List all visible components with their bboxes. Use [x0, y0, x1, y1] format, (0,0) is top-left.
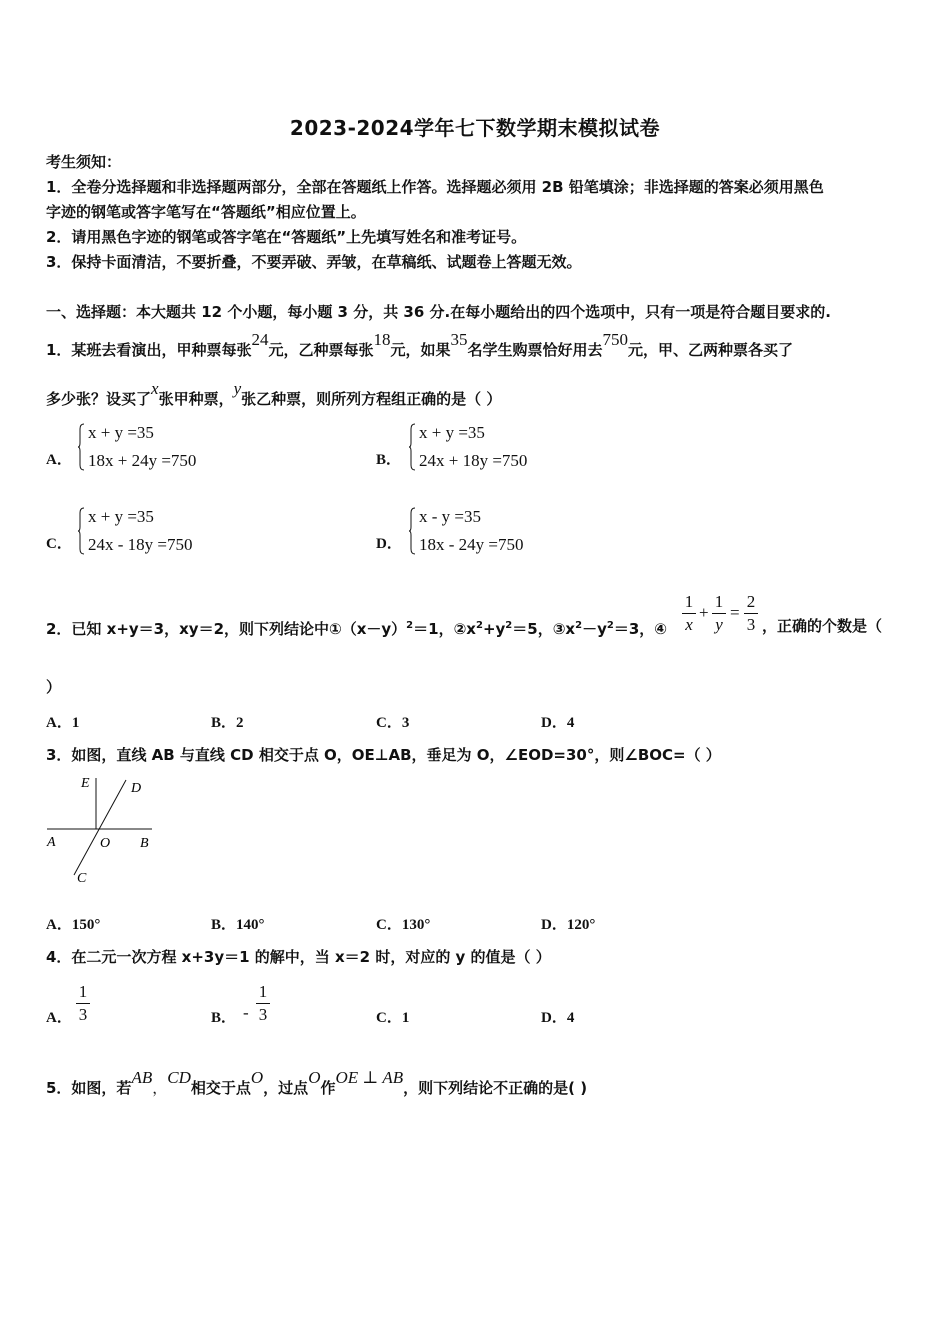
- q3-figure: [44, 772, 156, 886]
- notice-heading: 考生须知：: [46, 153, 122, 171]
- q4-a-den: 3: [78, 1005, 88, 1024]
- q4-option-d[interactable]: D．4: [541, 1010, 575, 1026]
- q2-equals: =: [730, 603, 740, 622]
- brace-icon: [409, 423, 416, 471]
- q5-o-1: O: [250, 1068, 264, 1087]
- notice-item-1b: 字迹的钢笔或答字笔写在“答题纸”相应位置上。: [46, 203, 366, 221]
- q1-value-24: 24: [251, 330, 269, 349]
- q1-text-5: 元，甲、乙两种票各买了: [628, 341, 794, 359]
- q5-o-2: O: [308, 1068, 321, 1087]
- brace-icon: [78, 423, 85, 471]
- q1-option-d-label[interactable]: D．: [376, 536, 402, 552]
- q4-option-b-sign: -: [243, 1003, 249, 1022]
- q1-d-eq2: 18x - 24y =750: [419, 535, 524, 554]
- q1-text-7: 张甲种票，: [158, 390, 234, 408]
- page-title: 2023-2024学年七下数学期末模拟试卷: [289, 116, 661, 140]
- q2-text-3: +y: [482, 620, 506, 638]
- q4-option-b[interactable]: B．: [211, 1010, 237, 1026]
- q2-fraction-1-over-x: [682, 592, 696, 635]
- q5-comma: ，: [152, 1079, 168, 1097]
- q2-exp-3: 2: [505, 620, 513, 631]
- q2-option-d[interactable]: D．4: [541, 715, 575, 731]
- brace-icon: [409, 507, 416, 555]
- line-cd: [74, 780, 126, 875]
- q3-option-d[interactable]: D．120°: [541, 917, 596, 933]
- q4-option-b-fraction: [256, 982, 270, 1025]
- q4-b-num: 1: [258, 982, 268, 1001]
- q5-text-2: 相交于点: [190, 1079, 251, 1097]
- q3-option-a[interactable]: A．150°: [46, 917, 101, 933]
- q2-f2-den: y: [715, 615, 723, 634]
- q1-b-eq2: 24x + 18y =750: [419, 451, 528, 470]
- q1-text-1: 1．某班去看演出，甲种票每张: [46, 341, 252, 359]
- q2-exp-2: 2: [475, 620, 483, 631]
- brace-icon: [78, 507, 85, 555]
- q1-a-eq2: 18x + 24y =750: [88, 451, 197, 470]
- q2-text-2: ＝1，②x: [413, 620, 476, 638]
- question-5: [46, 1068, 588, 1098]
- q1-text-3: 元，如果: [390, 341, 451, 359]
- question-3: 3．如图，直线 AB 与直线 CD 相交于点 O，OE⊥AB，垂足为 O，∠EOD=30°，则∠BOC=（ ）: [46, 746, 721, 764]
- label-e: E: [81, 776, 90, 791]
- notice-item-3: 3．保持卡面清洁，不要折叠，不要弄破、弄皱，在草稿纸、试题卷上答题无效。: [46, 253, 582, 271]
- q2-text-7: ，正确的个数是（: [762, 617, 883, 635]
- q2-option-a[interactable]: A．1: [46, 715, 80, 731]
- q5-text-3: ，过点: [263, 1079, 309, 1097]
- q1-value-35: 35: [450, 330, 468, 349]
- q1-text-8: 张乙种票，则所列方程组正确的是（ ）: [241, 390, 502, 408]
- q4-option-c[interactable]: C．1: [376, 1010, 410, 1026]
- q4-a-num: 1: [78, 982, 88, 1001]
- question-2-line-1: [46, 616, 667, 639]
- q1-text-4: 名学生购票恰好用去: [467, 341, 603, 359]
- notice-item-2: 2．请用黑色字迹的钢笔或答字笔在“答题纸”上先填写姓名和准考证号。: [46, 228, 527, 246]
- q1-var-y: y: [233, 379, 242, 398]
- q3-option-c[interactable]: C．130°: [376, 917, 431, 933]
- q4-option-a[interactable]: A．: [46, 1010, 72, 1026]
- q2-exp-1: 2: [406, 620, 414, 631]
- q1-d-eq1: x - y =35: [419, 507, 481, 526]
- q2-text-4: ＝5，③x: [512, 620, 576, 638]
- q2-fraction-1-over-y: [712, 592, 726, 635]
- q2-f3-den: 3: [746, 615, 756, 634]
- q2-text-6: ＝3，④: [613, 620, 667, 638]
- label-c: C: [77, 871, 87, 886]
- q2-plus: +: [699, 603, 709, 622]
- q2-f1-num: 1: [684, 592, 694, 611]
- label-b: B: [140, 836, 149, 851]
- q1-c-eq2: 24x - 18y =750: [88, 535, 193, 554]
- q5-oe-perp-ab: OE ⊥ AB: [335, 1068, 404, 1087]
- q5-text-5: ，则下列结论不正确的是( ): [403, 1079, 588, 1097]
- label-d: D: [131, 781, 142, 796]
- q1-option-b-label[interactable]: B．: [376, 452, 402, 468]
- q1-var-x: x: [151, 379, 159, 398]
- notice-item-1a: 1．全卷分选择题和非选择题两部分，全部在答题纸上作答。选择题必须用 2B 铅笔填涂；非选择题的答案必须用黑色: [46, 178, 824, 196]
- q5-ab: AB: [131, 1068, 153, 1087]
- q1-value-18: 18: [373, 330, 391, 349]
- q1-a-eq1: x + y =35: [88, 423, 154, 442]
- q4-option-a-fraction: [76, 982, 90, 1025]
- q1-option-a-label[interactable]: A．: [46, 452, 72, 468]
- question-1-line-2: [46, 379, 502, 409]
- question-1-line-1: [46, 330, 794, 360]
- q4-b-den: 3: [258, 1005, 268, 1024]
- section-heading: 一、选择题：本大题共 12 个小题，每小题 3 分，共 36 分.在每小题给出的四个选项中，只有一项是符合题目要求的.: [46, 303, 831, 321]
- q5-text-4: 作: [320, 1079, 336, 1097]
- q1-option-c-label[interactable]: C．: [46, 536, 72, 552]
- q2-fraction-2-over-3: [744, 592, 758, 635]
- q2-text-8: ）: [46, 678, 62, 696]
- q2-option-c[interactable]: C．3: [376, 715, 410, 731]
- q2-f2-num: 1: [714, 592, 724, 611]
- q1-c-eq1: x + y =35: [88, 507, 154, 526]
- q1-text-2: 元，乙种票每张: [268, 341, 374, 359]
- q2-exp-4: 2: [575, 620, 583, 631]
- q2-text-5: －y: [582, 620, 607, 638]
- q1-value-750: 750: [602, 330, 628, 349]
- q2-text-1: 2．已知 x+y＝3，xy＝2，则下列结论中①（x－y）: [46, 620, 407, 638]
- q2-exp-5: 2: [606, 620, 614, 631]
- q2-f3-num: 2: [746, 592, 756, 611]
- question-4: 4．在二元一次方程 x+3y＝1 的解中，当 x＝2 时，对应的 y 的值是（ ）: [46, 948, 551, 966]
- q2-option-b[interactable]: B．2: [211, 715, 244, 731]
- q1-text-6: 多少张？设买了: [46, 390, 152, 408]
- label-o: O: [100, 836, 111, 851]
- q5-text-1: 5．如图，若: [46, 1079, 132, 1097]
- q2-f1-den: x: [685, 615, 693, 634]
- q3-option-b[interactable]: B．140°: [211, 917, 265, 933]
- label-a: A: [47, 835, 56, 850]
- q5-cd: CD: [167, 1068, 191, 1087]
- q1-b-eq1: x + y =35: [419, 423, 485, 442]
